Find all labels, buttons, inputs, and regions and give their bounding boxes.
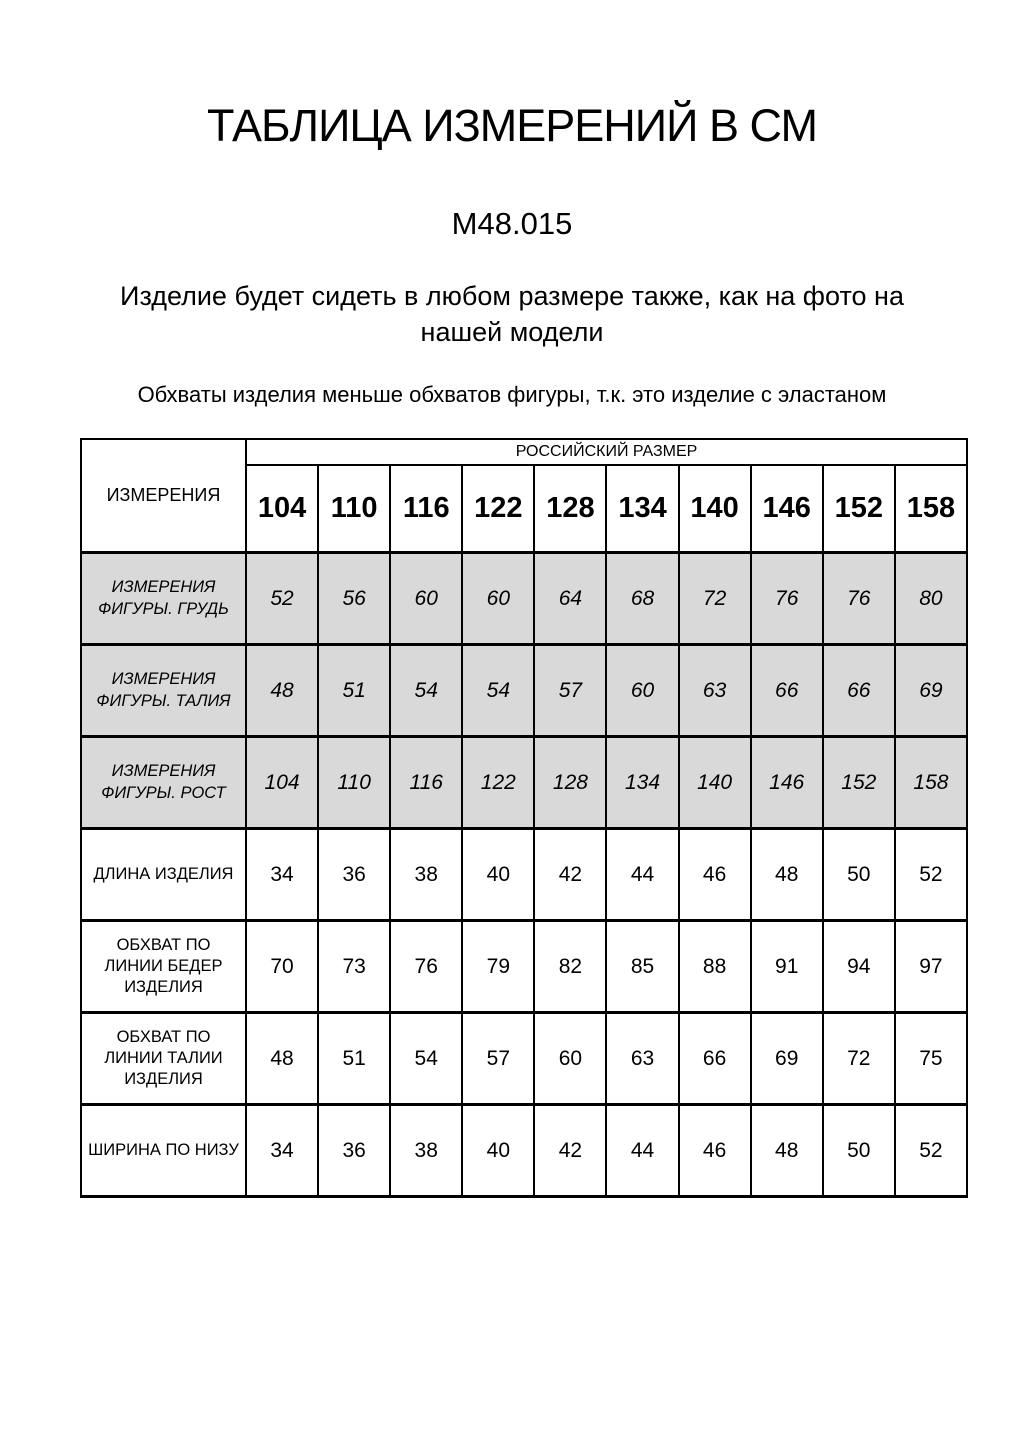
value-cell: 57 <box>462 1013 534 1105</box>
value-cell: 36 <box>318 1105 390 1197</box>
row-label: ШИРИНА ПО НИЗУ <box>81 1105 246 1197</box>
value-cell: 60 <box>606 645 678 737</box>
value-cell: 134 <box>606 737 678 829</box>
value-cell: 34 <box>246 1105 318 1197</box>
value-cell: 48 <box>751 829 823 921</box>
row-label: ОБХВАТ ПО ЛИНИИ БЕДЕР ИЗДЕЛИЯ <box>81 921 246 1013</box>
value-cell: 75 <box>895 1013 967 1105</box>
value-cell: 66 <box>823 645 895 737</box>
row-label: ДЛИНА ИЗДЕЛИЯ <box>81 829 246 921</box>
value-cell: 104 <box>246 737 318 829</box>
measurements-table <box>80 438 968 1199</box>
value-cell: 88 <box>679 921 751 1013</box>
value-cell: 42 <box>534 1105 606 1197</box>
value-cell: 50 <box>823 829 895 921</box>
value-cell: 40 <box>462 829 534 921</box>
value-cell: 64 <box>534 553 606 645</box>
size-header-122: 122 <box>462 465 534 553</box>
value-cell: 48 <box>751 1105 823 1197</box>
value-cell: 34 <box>246 829 318 921</box>
value-cell: 73 <box>318 921 390 1013</box>
value-cell: 122 <box>462 737 534 829</box>
value-cell: 48 <box>246 1013 318 1105</box>
size-header-128: 128 <box>534 465 606 553</box>
value-cell: 128 <box>534 737 606 829</box>
value-cell: 36 <box>318 829 390 921</box>
row-label: ОБХВАТ ПО ЛИНИИ ТАЛИИ ИЗДЕЛИЯ <box>81 1013 246 1105</box>
fit-note: Изделие будет сидеть в любом размере также, как на фото на нашей модели <box>120 280 904 347</box>
value-cell: 146 <box>751 737 823 829</box>
value-cell: 50 <box>823 1105 895 1197</box>
size-header-158: 158 <box>895 465 967 553</box>
row-label: ИЗМЕРЕНИЯ ФИГУРЫ. ТАЛИЯ <box>81 645 246 737</box>
value-cell: 72 <box>679 553 751 645</box>
value-cell: 69 <box>895 645 967 737</box>
row-label: ИЗМЕРЕНИЯ ФИГУРЫ. ГРУДЬ <box>81 553 246 645</box>
table-row <box>81 921 967 1013</box>
value-cell: 140 <box>679 737 751 829</box>
value-cell: 42 <box>534 829 606 921</box>
value-cell: 63 <box>606 1013 678 1105</box>
value-cell: 91 <box>751 921 823 1013</box>
size-header-116: 116 <box>390 465 462 553</box>
size-header-134: 134 <box>606 465 678 553</box>
value-cell: 46 <box>679 1105 751 1197</box>
value-cell: 76 <box>751 553 823 645</box>
value-cell: 60 <box>462 553 534 645</box>
value-cell: 72 <box>823 1013 895 1105</box>
value-cell: 66 <box>751 645 823 737</box>
value-cell: 69 <box>751 1013 823 1105</box>
page-title: ТАБЛИЦА ИЗМЕРЕНИЙ В СМ <box>207 100 817 151</box>
value-cell: 60 <box>534 1013 606 1105</box>
value-cell: 51 <box>318 1013 390 1105</box>
size-header-152: 152 <box>823 465 895 553</box>
corner-label: ИЗМЕРЕНИЯ <box>81 439 246 553</box>
table-row <box>81 645 967 737</box>
value-cell: 48 <box>246 645 318 737</box>
value-cell: 44 <box>606 1105 678 1197</box>
value-cell: 110 <box>318 737 390 829</box>
value-cell: 158 <box>895 737 967 829</box>
value-cell: 52 <box>246 553 318 645</box>
value-cell: 66 <box>679 1013 751 1105</box>
value-cell: 51 <box>318 645 390 737</box>
row-label: ИЗМЕРЕНИЯ ФИГУРЫ. РОСТ <box>81 737 246 829</box>
table-header <box>81 439 967 553</box>
value-cell: 52 <box>895 829 967 921</box>
group-header-row <box>81 439 967 465</box>
value-cell: 54 <box>462 645 534 737</box>
table-row <box>81 553 967 645</box>
value-cell: 79 <box>462 921 534 1013</box>
value-cell: 57 <box>534 645 606 737</box>
value-cell: 76 <box>390 921 462 1013</box>
value-cell: 116 <box>390 737 462 829</box>
value-cell: 82 <box>534 921 606 1013</box>
value-cell: 97 <box>895 921 967 1013</box>
value-cell: 94 <box>823 921 895 1013</box>
group-header-russian-size: РОССИЙСКИЙ РАЗМЕР <box>246 439 967 465</box>
value-cell: 76 <box>823 553 895 645</box>
value-cell: 68 <box>606 553 678 645</box>
value-cell: 85 <box>606 921 678 1013</box>
size-header-140: 140 <box>679 465 751 553</box>
value-cell: 40 <box>462 1105 534 1197</box>
value-cell: 152 <box>823 737 895 829</box>
value-cell: 44 <box>606 829 678 921</box>
value-cell: 54 <box>390 645 462 737</box>
value-cell: 70 <box>246 921 318 1013</box>
value-cell: 63 <box>679 645 751 737</box>
table-row <box>81 1105 967 1197</box>
value-cell: 80 <box>895 553 967 645</box>
value-cell: 56 <box>318 553 390 645</box>
table-row <box>81 1013 967 1105</box>
size-header-146: 146 <box>751 465 823 553</box>
value-cell: 38 <box>390 1105 462 1197</box>
value-cell: 60 <box>390 553 462 645</box>
value-cell: 54 <box>390 1013 462 1105</box>
table-row <box>81 737 967 829</box>
table-row <box>81 829 967 921</box>
model-code: М48.015 <box>451 205 573 241</box>
size-header-110: 110 <box>318 465 390 553</box>
table-body <box>81 553 967 1197</box>
size-header-104: 104 <box>246 465 318 553</box>
value-cell: 38 <box>390 829 462 921</box>
value-cell: 52 <box>895 1105 967 1197</box>
elastane-note: Обхваты изделия меньше обхватов фигуры, т.к. это изделие с эластаном <box>137 381 887 407</box>
value-cell: 46 <box>679 829 751 921</box>
